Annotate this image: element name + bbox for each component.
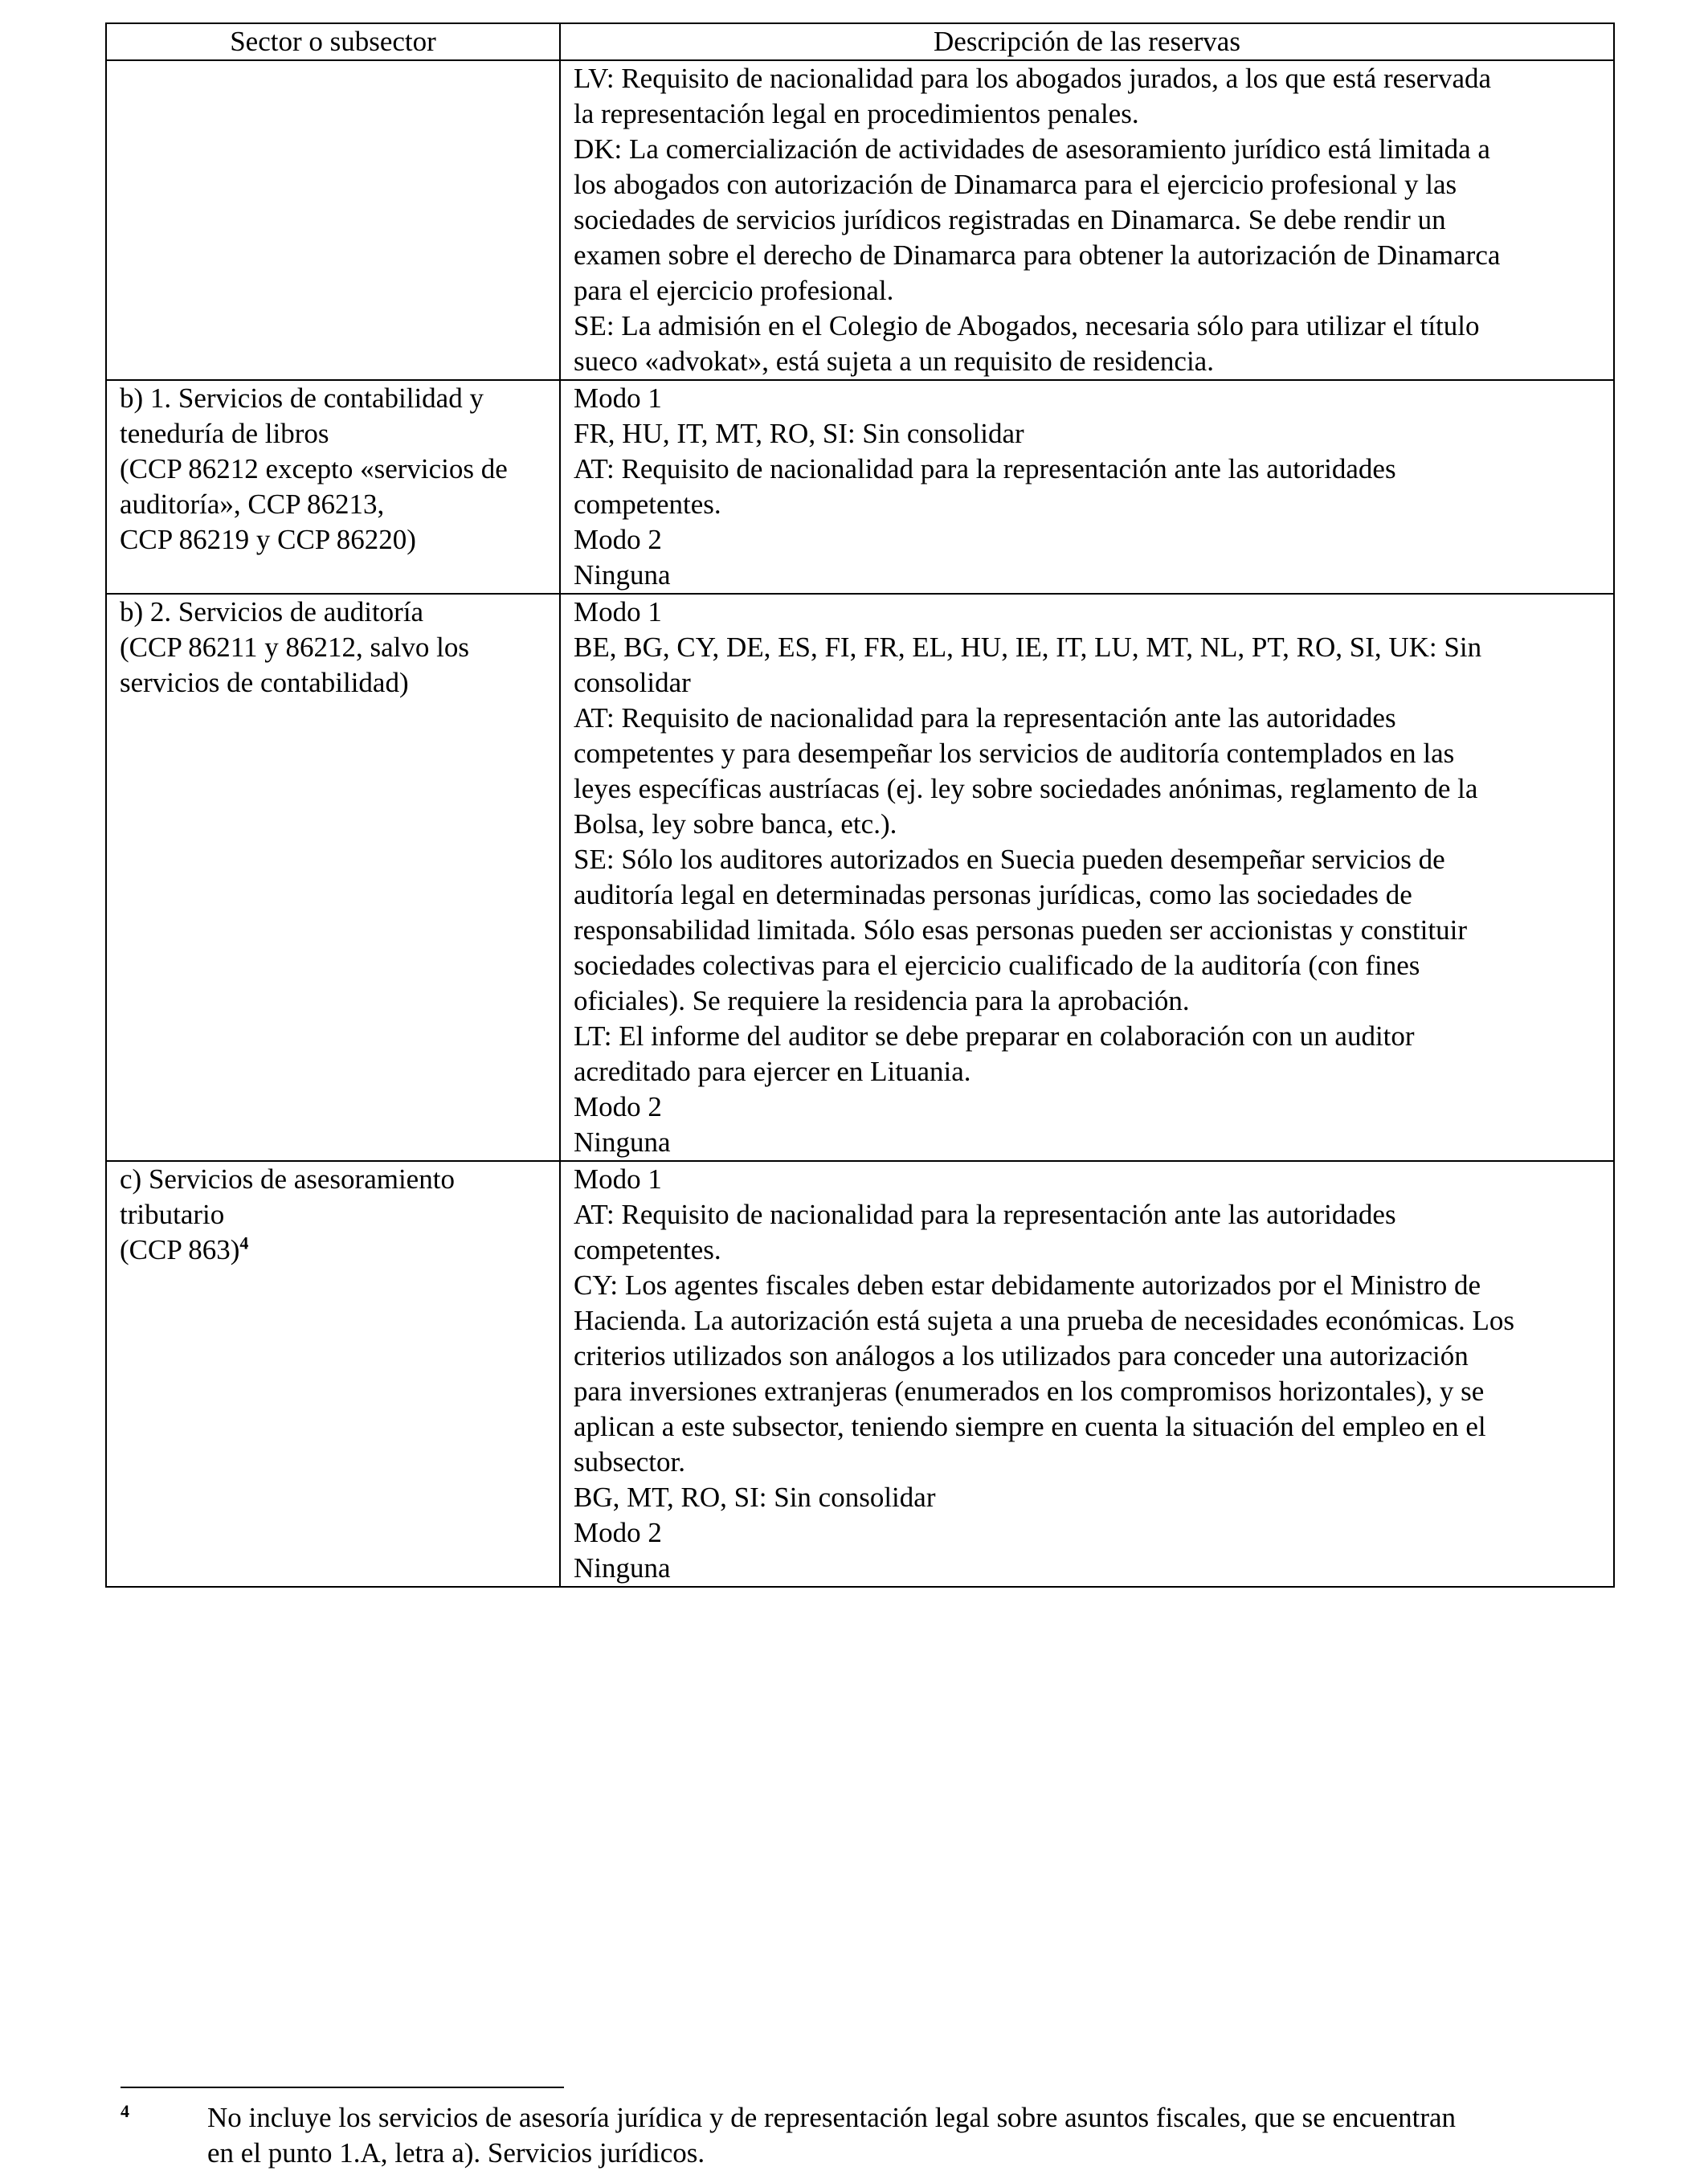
description-line: LV: Requisito de nacionalidad para los abogados jurados, a los que está reservada bbox=[574, 63, 1492, 94]
description-line: sociedades de servicios jurídicos registradas en Dinamarca. Se debe rendir un bbox=[574, 204, 1446, 235]
sector-line: (CCP 86212 excepto «servicios de bbox=[120, 453, 508, 484]
footnote bbox=[121, 2100, 1583, 2171]
description-line: examen sobre el derecho de Dinamarca para obtener la autorización de Dinamarca bbox=[574, 239, 1501, 271]
description-line: Hacienda. La autorización está sujeta a una prueba de necesidades económicas. Los bbox=[574, 1305, 1514, 1336]
table-row bbox=[106, 380, 1614, 594]
sector-line: auditoría», CCP 86213, bbox=[120, 489, 385, 520]
description-line: Modo 2 bbox=[574, 1091, 662, 1122]
table-row bbox=[106, 1161, 1614, 1587]
sector-line: CCP 86219 y CCP 86220) bbox=[120, 524, 416, 555]
sector-line: b) 1. Servicios de contabilidad y bbox=[120, 382, 484, 414]
footnote-reference[interactable]: 4 bbox=[239, 1233, 249, 1253]
description-line: la representación legal en procedimientos penales. bbox=[574, 98, 1139, 129]
footnote-number: 4 bbox=[121, 2101, 129, 2121]
description-line: aplican a este subsector, teniendo siempre en cuenta la situación del empleo en el bbox=[574, 1411, 1486, 1442]
description-line: para el ejercicio profesional. bbox=[574, 275, 894, 306]
description-line: consolidar bbox=[574, 667, 691, 698]
description-line: Modo 2 bbox=[574, 1517, 662, 1548]
description-line: AT: Requisito de nacionalidad para la representación ante las autoridades bbox=[574, 453, 1396, 484]
description-line: Ninguna bbox=[574, 559, 671, 591]
description-line: Ninguna bbox=[574, 1126, 671, 1158]
description-cell bbox=[560, 380, 1614, 594]
footnote-separator bbox=[121, 2087, 564, 2088]
description-line: Modo 2 bbox=[574, 524, 662, 555]
sector-line: b) 2. Servicios de auditoría bbox=[120, 596, 424, 628]
sector-line bbox=[120, 1233, 550, 1268]
description-line: criterios utilizados son análogos a los utilizados para conceder una autorización bbox=[574, 1340, 1469, 1372]
description-line: Modo 1 bbox=[574, 382, 662, 414]
description-line: Ninguna bbox=[574, 1552, 671, 1584]
footnote-line: No incluye los servicios de asesoría jurídica y de representación legal sobre asuntos fiscales, que se encuentran bbox=[207, 2102, 1457, 2133]
description-line: competentes y para desempeñar los servicios de auditoría contemplados en las bbox=[574, 738, 1455, 769]
sector-cell bbox=[106, 1161, 560, 1587]
description-line: responsabilidad limitada. Sólo esas personas pueden ser accionistas y constituir bbox=[574, 914, 1467, 946]
description-cell bbox=[560, 594, 1614, 1161]
description-line: los abogados con autorización de Dinamarca para el ejercicio profesional y las bbox=[574, 169, 1457, 200]
description-line: Modo 1 bbox=[574, 596, 662, 628]
sector-line: (CCP 86211 y 86212, salvo los bbox=[120, 632, 469, 663]
description-line: competentes. bbox=[574, 1234, 721, 1265]
description-line: DK: La comercialización de actividades de asesoramiento jurídico está limitada a bbox=[574, 133, 1490, 165]
sector-cell bbox=[106, 60, 560, 380]
description-line: BG, MT, RO, SI: Sin consolidar bbox=[574, 1482, 936, 1513]
description-line: LT: El informe del auditor se debe preparar en colaboración con un auditor bbox=[574, 1020, 1415, 1052]
description-line: AT: Requisito de nacionalidad para la representación ante las autoridades bbox=[574, 702, 1396, 734]
table-row bbox=[106, 60, 1614, 380]
description-line: SE: La admisión en el Colegio de Abogados, necesaria sólo para utilizar el título bbox=[574, 310, 1480, 341]
description-line: BE, BG, CY, DE, ES, FI, FR, EL, HU, IE, IT, LU, MT, NL, PT, RO, SI, UK: Sin bbox=[574, 632, 1482, 663]
sector-cell bbox=[106, 380, 560, 594]
description-line: subsector. bbox=[574, 1446, 686, 1478]
sector-line: servicios de contabilidad) bbox=[120, 667, 409, 698]
description-line: CY: Los agentes fiscales deben estar debidamente autorizados por el Ministro de bbox=[574, 1269, 1481, 1301]
description-line: auditoría legal en determinadas personas jurídicas, como las sociedades de bbox=[574, 879, 1412, 910]
sector-cell bbox=[106, 594, 560, 1161]
sector-line: tributario bbox=[120, 1199, 225, 1230]
description-line: oficiales). Se requiere la residencia para la aprobación. bbox=[574, 985, 1190, 1016]
description-line: para inversiones extranjeras (enumerados en los compromisos horizontales), y se bbox=[574, 1376, 1485, 1407]
reservations-table bbox=[105, 22, 1615, 1588]
header-sector: Sector o subsector bbox=[106, 23, 560, 60]
description-line: sociedades colectivas para el ejercicio cualificado de la auditoría (con fines bbox=[574, 950, 1420, 981]
description-cell bbox=[560, 1161, 1614, 1587]
description-line: FR, HU, IT, MT, RO, SI: Sin consolidar bbox=[574, 418, 1024, 449]
description-line: AT: Requisito de nacionalidad para la representación ante las autoridades bbox=[574, 1199, 1396, 1230]
sector-line: teneduría de libros bbox=[120, 418, 329, 449]
table-row bbox=[106, 594, 1614, 1161]
sector-line-text: (CCP 863) bbox=[120, 1234, 240, 1265]
description-line: competentes. bbox=[574, 489, 721, 520]
description-line: Modo 1 bbox=[574, 1163, 662, 1195]
description-line: sueco «advokat», está sujeta a un requisito de residencia. bbox=[574, 345, 1214, 377]
description-line: SE: Sólo los auditores autorizados en Suecia pueden desempeñar servicios de bbox=[574, 844, 1445, 875]
description-line: leyes específicas austríacas (ej. ley sobre sociedades anónimas, reglamento de la bbox=[574, 773, 1478, 804]
description-line: acreditado para ejercer en Lituania. bbox=[574, 1056, 971, 1087]
header-description: Descripción de las reservas bbox=[560, 23, 1614, 60]
description-line: Bolsa, ley sobre banca, etc.). bbox=[574, 808, 897, 840]
sector-line: c) Servicios de asesoramiento bbox=[120, 1163, 455, 1195]
table-header-row bbox=[106, 23, 1614, 60]
description-cell bbox=[560, 60, 1614, 380]
footnote-line: en el punto 1.A, letra a). Servicios jurídicos. bbox=[207, 2137, 705, 2169]
footnote-text bbox=[207, 2100, 1583, 2171]
